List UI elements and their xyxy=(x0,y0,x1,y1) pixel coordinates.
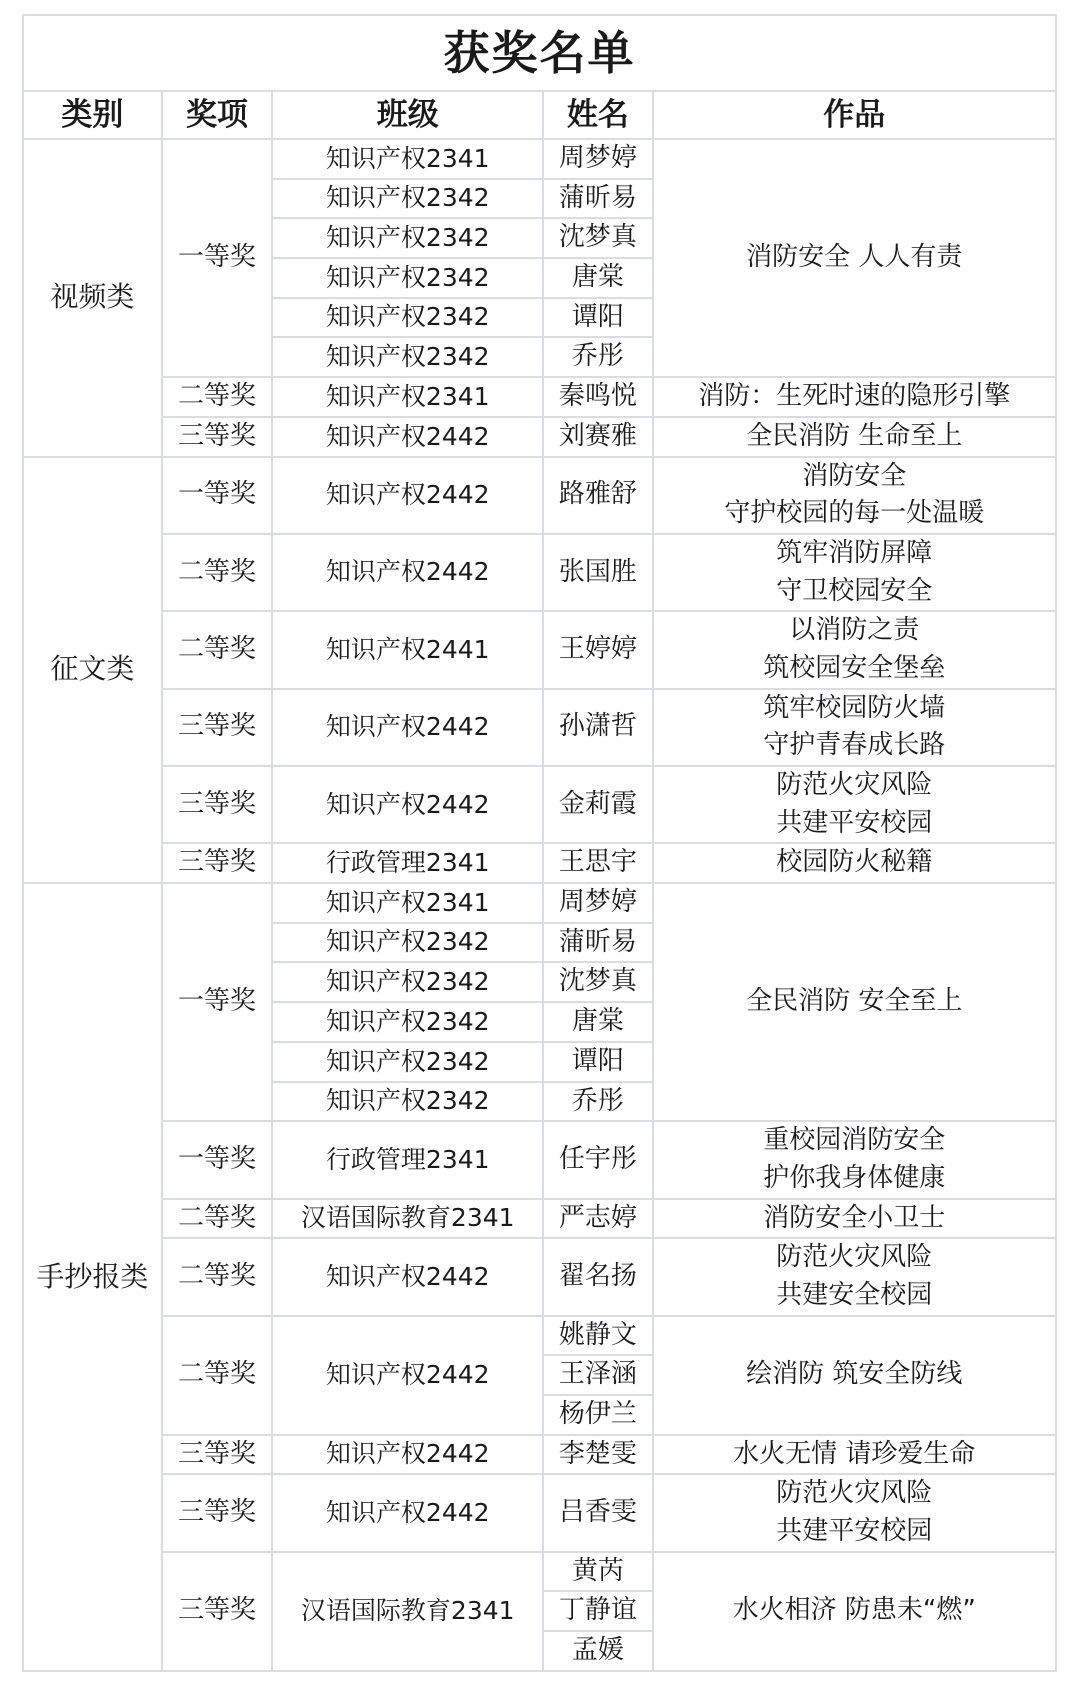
award-cell: 三等奖 xyxy=(162,689,272,766)
table-row xyxy=(23,843,1056,883)
name-cell: 周梦婷 xyxy=(543,883,652,923)
name-cell: 蒲昕易 xyxy=(543,179,652,219)
award-table xyxy=(22,14,1057,1672)
work-title-line: 共建平安校园 xyxy=(776,807,933,838)
name-cell: 王婷婷 xyxy=(543,611,652,688)
work-cell xyxy=(653,1121,1056,1198)
work-cell xyxy=(653,611,1056,688)
award-cell: 二等奖 xyxy=(162,1199,272,1239)
work-cell xyxy=(653,843,1056,883)
class-cell: 知识产权2341 xyxy=(272,377,543,417)
name-cell: 刘赛雅 xyxy=(543,417,652,457)
class-cell: 知识产权2442 xyxy=(272,417,543,457)
name-cell: 秦鸣悦 xyxy=(543,377,652,417)
work-title-line: 防范火灾风险 xyxy=(776,770,933,800)
class-cell: 知识产权2341 xyxy=(272,139,543,179)
class-cell: 知识产权2342 xyxy=(272,1082,543,1122)
name-cell: 翟名扬 xyxy=(543,1238,652,1315)
work-title-line: 消防安全小卫士 xyxy=(763,1202,946,1233)
class-cell: 知识产权2342 xyxy=(272,1042,543,1082)
name-cell: 丁静谊 xyxy=(543,1591,652,1631)
header-category: 类别 xyxy=(23,91,162,139)
work-cell xyxy=(653,883,1056,1121)
name-cell: 乔彤 xyxy=(543,1082,652,1122)
award-cell: 三等奖 xyxy=(162,1435,272,1475)
work-title-line: 筑校园安全堡垒 xyxy=(763,652,946,683)
work-title-line: 筑牢消防屏障 xyxy=(776,537,933,568)
name-cell: 周梦婷 xyxy=(543,139,652,179)
award-cell: 三等奖 xyxy=(162,1474,272,1551)
class-cell: 知识产权2442 xyxy=(272,1316,543,1435)
table-body xyxy=(23,139,1056,1671)
award-cell: 二等奖 xyxy=(162,377,272,417)
name-cell: 乔彤 xyxy=(543,337,652,377)
category-cell: 视频类 xyxy=(23,139,162,457)
table-row xyxy=(23,1121,1056,1198)
work-cell xyxy=(653,766,1056,843)
award-cell: 三等奖 xyxy=(162,417,272,457)
work-title-line: 守护青春成长路 xyxy=(763,730,946,761)
header-award: 奖项 xyxy=(162,91,272,139)
work-title-line: 校园防火秘籍 xyxy=(776,847,933,878)
work-title-line: 守卫校园安全 xyxy=(776,575,933,606)
award-cell: 二等奖 xyxy=(162,534,272,611)
work-cell xyxy=(653,534,1056,611)
name-cell: 王泽涵 xyxy=(543,1355,652,1395)
class-cell: 知识产权2342 xyxy=(272,962,543,1002)
table-row xyxy=(23,457,1056,534)
work-title-line: 以消防之责 xyxy=(789,615,920,646)
header-work: 作品 xyxy=(653,91,1056,139)
work-cell xyxy=(653,1199,1056,1239)
category-cell: 手抄报类 xyxy=(23,883,162,1671)
work-title-line: 水火相济 防患未“燃” xyxy=(732,1595,976,1626)
work-cell xyxy=(653,417,1056,457)
name-cell: 黄芮 xyxy=(543,1552,652,1592)
award-cell: 三等奖 xyxy=(162,766,272,843)
class-cell: 知识产权2342 xyxy=(272,923,543,963)
class-cell: 汉语国际教育2341 xyxy=(272,1552,543,1671)
work-cell xyxy=(653,1316,1056,1435)
name-cell: 沈梦真 xyxy=(543,962,652,1002)
work-title-line: 共建平安校园 xyxy=(776,1516,933,1547)
name-cell: 孙潇哲 xyxy=(543,689,652,766)
work-title-line: 消防安全 人人有责 xyxy=(746,242,963,273)
work-title-line: 重校园消防安全 xyxy=(763,1125,946,1156)
header-class: 班级 xyxy=(272,91,543,139)
table-row xyxy=(23,377,1056,417)
table-row xyxy=(23,1474,1056,1551)
award-cell: 一等奖 xyxy=(162,457,272,534)
class-cell: 知识产权2442 xyxy=(272,766,543,843)
award-cell: 一等奖 xyxy=(162,883,272,1121)
name-cell: 杨伊兰 xyxy=(543,1395,652,1435)
work-title-line: 护你我身体健康 xyxy=(763,1162,946,1193)
work-cell xyxy=(653,1552,1056,1671)
work-title-line: 防范火灾风险 xyxy=(776,1478,933,1509)
name-cell: 沈梦真 xyxy=(543,218,652,258)
class-cell: 知识产权2442 xyxy=(272,534,543,611)
award-cell: 三等奖 xyxy=(162,1552,272,1671)
work-cell xyxy=(653,457,1056,534)
work-cell xyxy=(653,689,1056,766)
class-cell: 汉语国际教育2341 xyxy=(272,1199,543,1239)
name-cell: 唐棠 xyxy=(543,258,652,298)
table-row xyxy=(23,689,1056,766)
award-cell: 三等奖 xyxy=(162,843,272,883)
work-title-line: 守护校园的每一处温暖 xyxy=(724,498,985,529)
name-cell: 孟媛 xyxy=(543,1631,652,1671)
name-cell: 唐棠 xyxy=(543,1002,652,1042)
table-row xyxy=(23,766,1056,843)
table-row xyxy=(23,417,1056,457)
class-cell: 行政管理2341 xyxy=(272,843,543,883)
work-title-line: 消防安全 xyxy=(802,460,907,491)
class-cell: 知识产权2442 xyxy=(272,1474,543,1551)
category-cell: 征文类 xyxy=(23,457,162,884)
work-title-line: 防范火灾风险 xyxy=(776,1242,933,1273)
work-title-line: 消防：生死时速的隐形引擎 xyxy=(698,381,1011,412)
work-title-line: 筑牢校园防火墙 xyxy=(763,692,946,723)
class-cell: 知识产权2341 xyxy=(272,883,543,923)
name-cell: 王思宇 xyxy=(543,843,652,883)
table-row xyxy=(23,1238,1056,1315)
work-title-line: 绘消防 筑安全防线 xyxy=(746,1359,963,1390)
award-cell: 一等奖 xyxy=(162,1121,272,1198)
class-cell: 知识产权2342 xyxy=(272,337,543,377)
table-row xyxy=(23,1435,1056,1475)
class-cell: 知识产权2342 xyxy=(272,218,543,258)
work-cell xyxy=(653,377,1056,417)
work-cell xyxy=(653,1238,1056,1315)
table-row xyxy=(23,534,1056,611)
name-cell: 金莉霞 xyxy=(543,766,652,843)
name-cell: 谭阳 xyxy=(543,298,652,338)
class-cell: 知识产权2442 xyxy=(272,689,543,766)
award-cell: 二等奖 xyxy=(162,611,272,688)
work-cell xyxy=(653,1474,1056,1551)
award-cell: 一等奖 xyxy=(162,139,272,377)
table-row xyxy=(23,1316,1056,1356)
award-cell: 二等奖 xyxy=(162,1316,272,1435)
class-cell: 知识产权2342 xyxy=(272,298,543,338)
table-row xyxy=(23,139,1056,179)
name-cell: 路雅舒 xyxy=(543,457,652,534)
award-cell: 二等奖 xyxy=(162,1238,272,1315)
name-cell: 张国胜 xyxy=(543,534,652,611)
table-row xyxy=(23,1552,1056,1592)
work-title-line: 全民消防 安全至上 xyxy=(746,986,963,1017)
name-cell: 任宇彤 xyxy=(543,1121,652,1198)
class-cell: 知识产权2442 xyxy=(272,1238,543,1315)
page-title: 获奖名单 xyxy=(23,15,1056,91)
class-cell: 知识产权2441 xyxy=(272,611,543,688)
name-cell: 严志婷 xyxy=(543,1199,652,1239)
work-title-line: 水火无情 请珍爱生命 xyxy=(733,1438,976,1469)
work-title-line: 全民消防 生命至上 xyxy=(746,420,963,451)
name-cell: 谭阳 xyxy=(543,1042,652,1082)
header-name: 姓名 xyxy=(543,91,652,139)
class-cell: 知识产权2342 xyxy=(272,1002,543,1042)
name-cell: 蒲昕易 xyxy=(543,923,652,963)
class-cell: 行政管理2341 xyxy=(272,1121,543,1198)
table-row xyxy=(23,611,1056,688)
work-title-line: 共建安全校园 xyxy=(776,1279,933,1310)
name-cell: 李楚雯 xyxy=(543,1435,652,1475)
class-cell: 知识产权2342 xyxy=(272,258,543,298)
class-cell: 知识产权2442 xyxy=(272,457,543,534)
name-cell: 姚静文 xyxy=(543,1316,652,1356)
name-cell: 吕香雯 xyxy=(543,1474,652,1551)
table-row xyxy=(23,883,1056,923)
class-cell: 知识产权2342 xyxy=(272,179,543,219)
class-cell: 知识产权2442 xyxy=(272,1435,543,1475)
table-row xyxy=(23,1199,1056,1239)
work-cell xyxy=(653,1435,1056,1475)
work-cell xyxy=(653,139,1056,377)
